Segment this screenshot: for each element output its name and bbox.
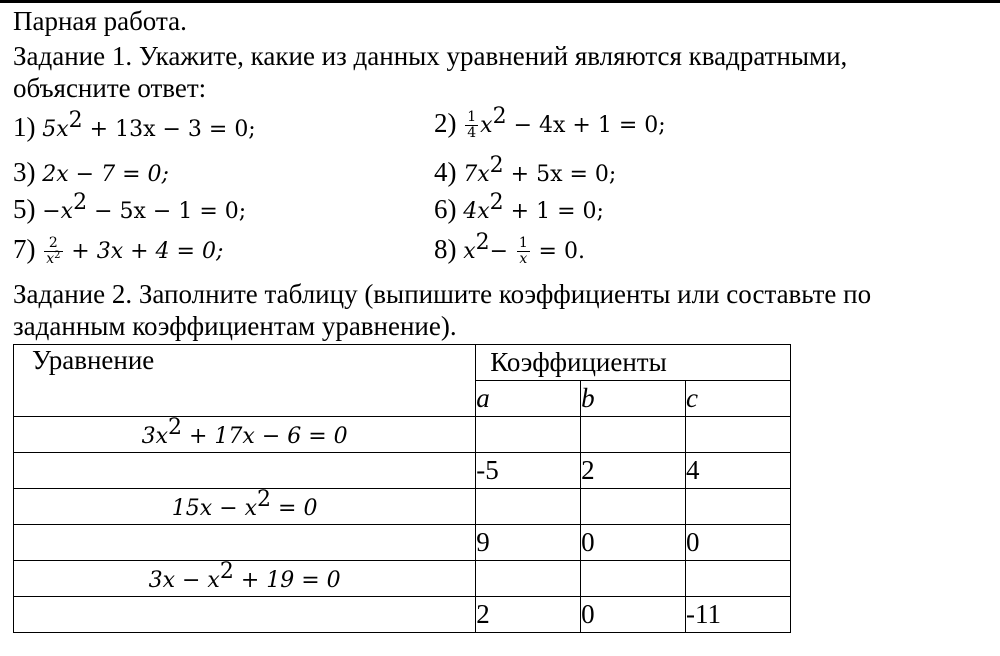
equation-cell[interactable]	[14, 453, 476, 489]
equation-6	[434, 190, 604, 227]
equation-cell	[14, 489, 476, 525]
equation-term: x	[480, 113, 493, 138]
cell-c: 0	[686, 525, 791, 561]
table-row	[14, 453, 791, 489]
table-row	[14, 597, 791, 633]
equation-term: 5x	[42, 117, 69, 142]
task1-text-line1: Задание 1. Укажите, какие из данных уравнений являются квадратными,	[13, 41, 848, 71]
equation-number: 6)	[434, 194, 457, 224]
cell-b: 2	[581, 453, 686, 489]
equation-1	[13, 108, 256, 145]
equation-8	[434, 230, 585, 268]
equation-2	[434, 104, 666, 142]
cell-c: -11	[686, 597, 791, 633]
equation-term: −	[489, 239, 509, 264]
equation-cell[interactable]	[14, 525, 476, 561]
cell-b[interactable]	[581, 417, 686, 453]
cell-a[interactable]	[476, 417, 581, 453]
equation-number: 8)	[434, 234, 457, 264]
coefficients-table	[13, 344, 791, 633]
equation-term: + 1 = 0;	[503, 199, 604, 224]
cell-b[interactable]	[581, 489, 686, 525]
exponent: 2	[54, 250, 61, 262]
cell-a: 9	[476, 525, 581, 561]
cell-c: 4	[686, 453, 791, 489]
equation-3	[13, 157, 169, 190]
equation-term: −x	[42, 199, 74, 224]
equation-term: 3x − x	[148, 568, 220, 593]
top-border-line	[0, 0, 1000, 3]
exponent: 2	[168, 415, 182, 440]
equation-term: + 3x + 4 = 0;	[71, 239, 224, 264]
exponent: 2	[257, 487, 272, 512]
equation-cell	[14, 561, 476, 597]
fraction	[44, 236, 62, 267]
denominator-base: x	[46, 251, 55, 268]
exponent: 2	[492, 104, 507, 129]
equation-7	[13, 234, 223, 267]
fraction-denominator	[44, 252, 62, 267]
fraction	[465, 110, 478, 141]
exponent: 2	[68, 108, 83, 133]
equation-cell[interactable]	[14, 597, 476, 633]
exponent: 2	[489, 190, 504, 215]
equation-number: 5)	[13, 194, 36, 224]
task2-text-line1: Задание 2. Заполните таблицу (выпишите коэффициенты или составьте по	[13, 279, 872, 309]
header-b: b	[581, 381, 686, 417]
equation-number: 7)	[13, 234, 36, 264]
worksheet-title: Парная работа.	[13, 6, 187, 36]
equation-number: 4)	[434, 157, 457, 187]
header-a: a	[476, 381, 581, 417]
exponent: 2	[489, 153, 504, 178]
cell-a: -5	[476, 453, 581, 489]
equation-5	[13, 190, 247, 227]
equation-term: + 13x − 3 = 0;	[82, 117, 256, 142]
cell-c[interactable]	[686, 561, 791, 597]
fraction-numerator: 1	[518, 235, 528, 252]
table-row	[14, 417, 791, 453]
equation-term: − 5x − 1 = 0;	[87, 199, 247, 224]
exponent: 2	[73, 190, 88, 215]
equation-term: + 5x = 0;	[503, 162, 617, 187]
equation-term: = 0	[271, 496, 318, 521]
task1-text-line2: объясните ответ:	[13, 73, 207, 103]
equation-number: 2)	[434, 108, 457, 138]
cell-a[interactable]	[476, 561, 581, 597]
cell-b: 0	[581, 597, 686, 633]
table-header-row	[14, 345, 791, 381]
table-row	[14, 489, 791, 525]
equation-term: + 17x − 6 = 0	[182, 424, 348, 449]
equation-term: 7x	[463, 162, 490, 187]
equation-cell	[14, 417, 476, 453]
fraction-denominator: 4	[467, 125, 477, 142]
table-row	[14, 525, 791, 561]
fraction	[517, 236, 530, 267]
exponent: 2	[475, 230, 490, 255]
fraction-denominator: x	[519, 251, 528, 268]
equation-term: 3x	[141, 424, 168, 449]
cell-b[interactable]	[581, 561, 686, 597]
cell-c[interactable]	[686, 417, 791, 453]
equation-number: 3)	[13, 157, 36, 187]
equation-term: 2x − 7 = 0;	[42, 162, 169, 187]
fraction-numerator: 1	[467, 109, 477, 126]
equation-term: = 0.	[538, 239, 585, 264]
fraction-numerator: 2	[44, 236, 62, 252]
equation-term: 15x − x	[171, 496, 258, 521]
header-equation: Уравнение	[14, 345, 476, 417]
cell-a[interactable]	[476, 489, 581, 525]
equation-term: − 4x + 1 = 0;	[506, 113, 666, 138]
cell-c[interactable]	[686, 489, 791, 525]
exponent: 2	[219, 559, 234, 584]
header-coefficients: Коэффициенты	[476, 345, 791, 381]
cell-a: 2	[476, 597, 581, 633]
table-row	[14, 561, 791, 597]
equation-4	[434, 153, 617, 190]
task2-text-line2: заданным коэффициентам уравнение).	[13, 311, 457, 341]
equation-term: x	[463, 239, 476, 264]
equation-number: 1)	[13, 112, 36, 142]
equation-term: + 19 = 0	[233, 568, 341, 593]
header-c: c	[686, 381, 791, 417]
equation-term: 4x	[463, 199, 490, 224]
cell-b: 0	[581, 525, 686, 561]
